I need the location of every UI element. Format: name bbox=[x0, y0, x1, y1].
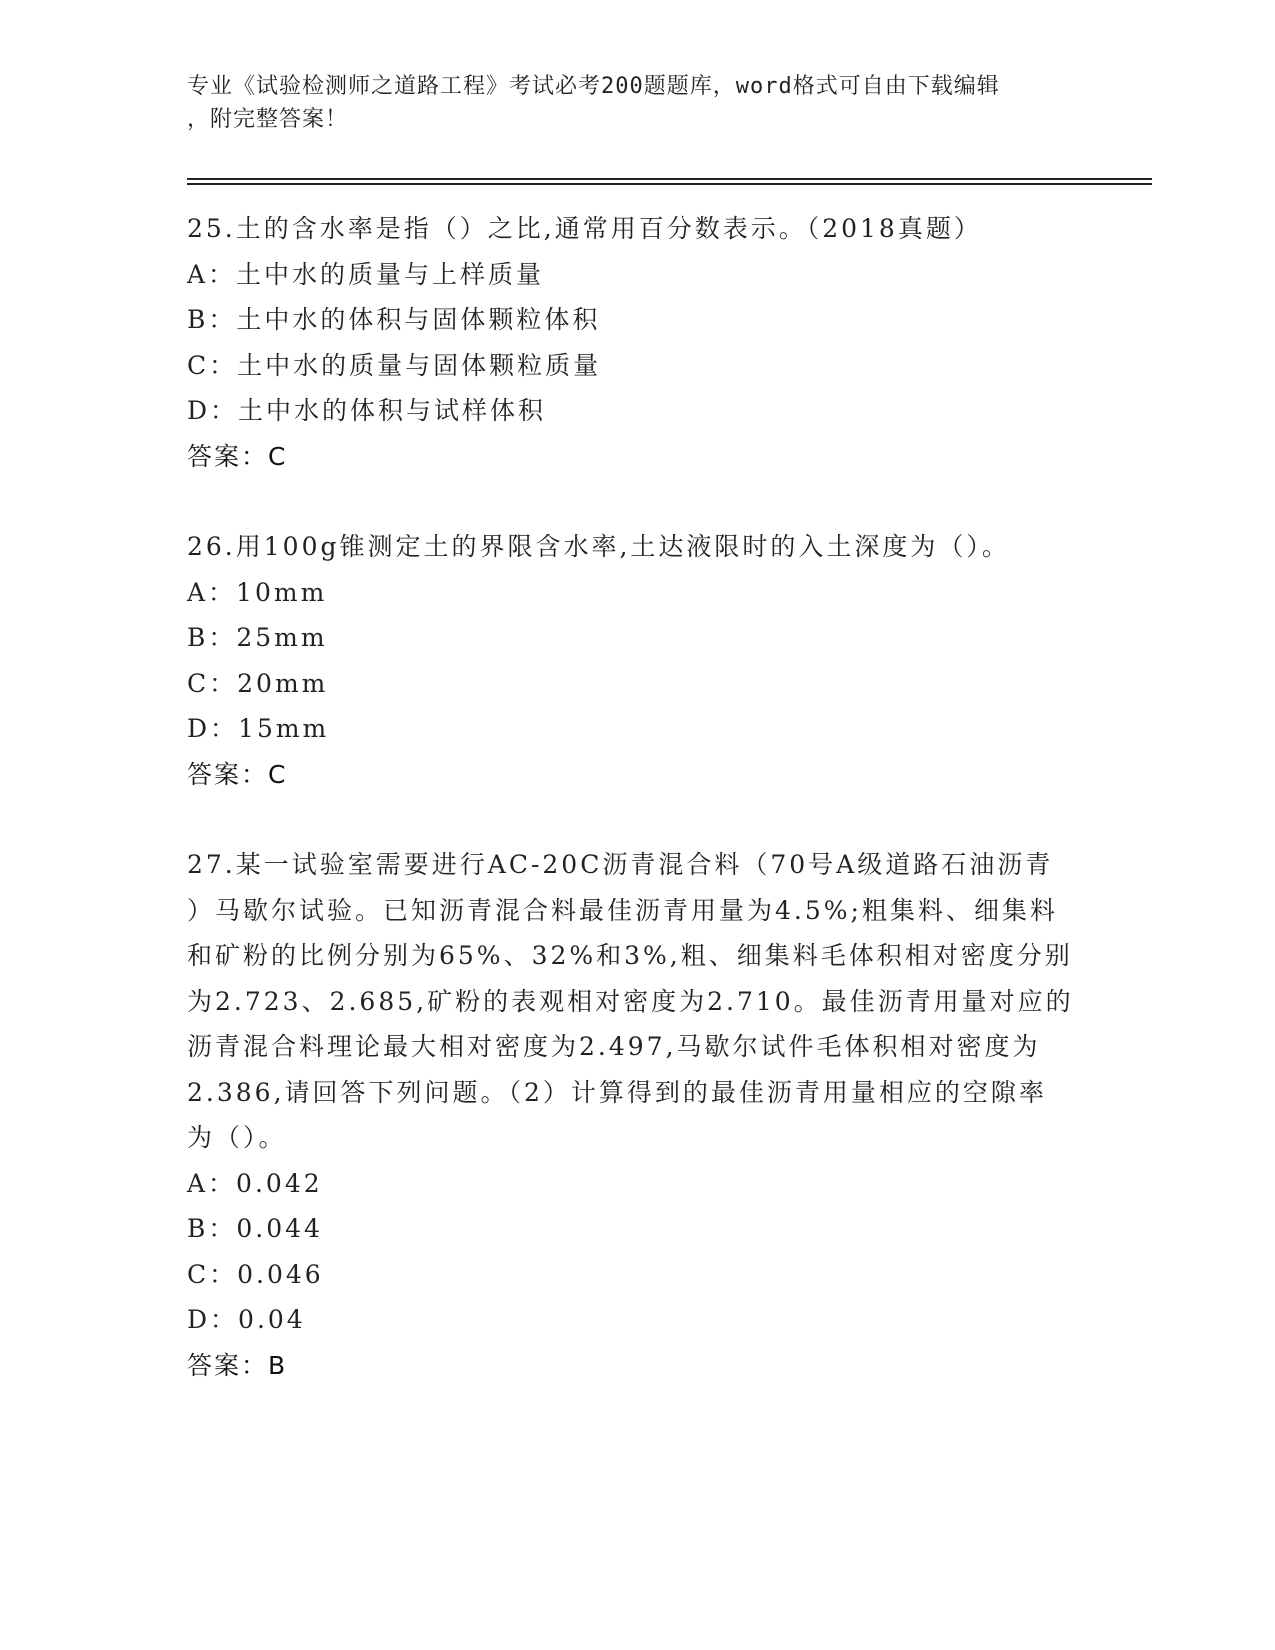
question-stem: 26.用100g锥测定土的界限含水率,土达液限时的入土深度为（）。 bbox=[187, 532, 1010, 561]
option-d: D：15mm bbox=[187, 714, 330, 743]
header-divider-bottom bbox=[187, 183, 1152, 185]
question-25 bbox=[187, 206, 1087, 479]
question-26 bbox=[187, 524, 1087, 797]
question-stem-line: 沥青混合料理论最大相对密度为2.497,马歇尔试件毛体积相对密度为 bbox=[187, 1032, 1041, 1061]
question-stem: 25.土的含水率是指（）之比,通常用百分数表示。（2018真题） bbox=[187, 214, 982, 243]
option-b: B：土中水的体积与固体颗粒体积 bbox=[187, 305, 601, 334]
option-b: B：0.044 bbox=[187, 1214, 323, 1243]
option-d: D：0.04 bbox=[187, 1305, 306, 1334]
header-divider-top bbox=[187, 178, 1152, 180]
option-c: C：土中水的质量与固体颗粒质量 bbox=[187, 350, 602, 380]
question-list bbox=[187, 206, 1087, 1388]
document-header bbox=[187, 70, 1067, 136]
question-spacer bbox=[187, 797, 1087, 842]
answer-label: 答案：C bbox=[187, 441, 288, 471]
answer-label: 答案：C bbox=[187, 759, 288, 789]
header-line-1: 专业《试验检测师之道路工程》考试必考200题题库，word格式可自由下载编辑 bbox=[187, 74, 1000, 99]
question-stem-line: 为（）。 bbox=[187, 1123, 287, 1152]
header-line-2: ，附完整答案！ bbox=[187, 107, 349, 132]
question-stem-line: 为2.723、2.685,矿粉的表观相对密度为2.710。最佳沥青用量对应的 bbox=[187, 986, 1074, 1016]
question-spacer bbox=[187, 479, 1087, 524]
option-a: A：0.042 bbox=[187, 1168, 323, 1198]
option-c: C：20mm bbox=[187, 668, 329, 698]
answer-label: 答案：B bbox=[187, 1350, 288, 1380]
question-stem-line: 和矿粉的比例分别为65%、32%和3%,粗、细集料毛体积相对密度分别 bbox=[187, 941, 1073, 970]
option-a: A：土中水的质量与上样质量 bbox=[187, 259, 545, 289]
option-c: C：0.046 bbox=[187, 1259, 324, 1289]
question-stem-line: 27.某一试验室需要进行AC-20C沥青混合料（70号A级道路石油沥青 bbox=[187, 850, 1054, 879]
option-d: D：土中水的体积与试样体积 bbox=[187, 396, 547, 425]
option-b: B：25mm bbox=[187, 623, 328, 652]
question-27 bbox=[187, 842, 1087, 1388]
question-stem-line: ）马歇尔试验。已知沥青混合料最佳沥青用量为4.5%;粗集料、细集料 bbox=[187, 895, 1058, 925]
option-a: A：10mm bbox=[187, 577, 328, 607]
question-stem-line: 2.386,请回答下列问题。（2）计算得到的最佳沥青用量相应的空隙率 bbox=[187, 1077, 1047, 1107]
